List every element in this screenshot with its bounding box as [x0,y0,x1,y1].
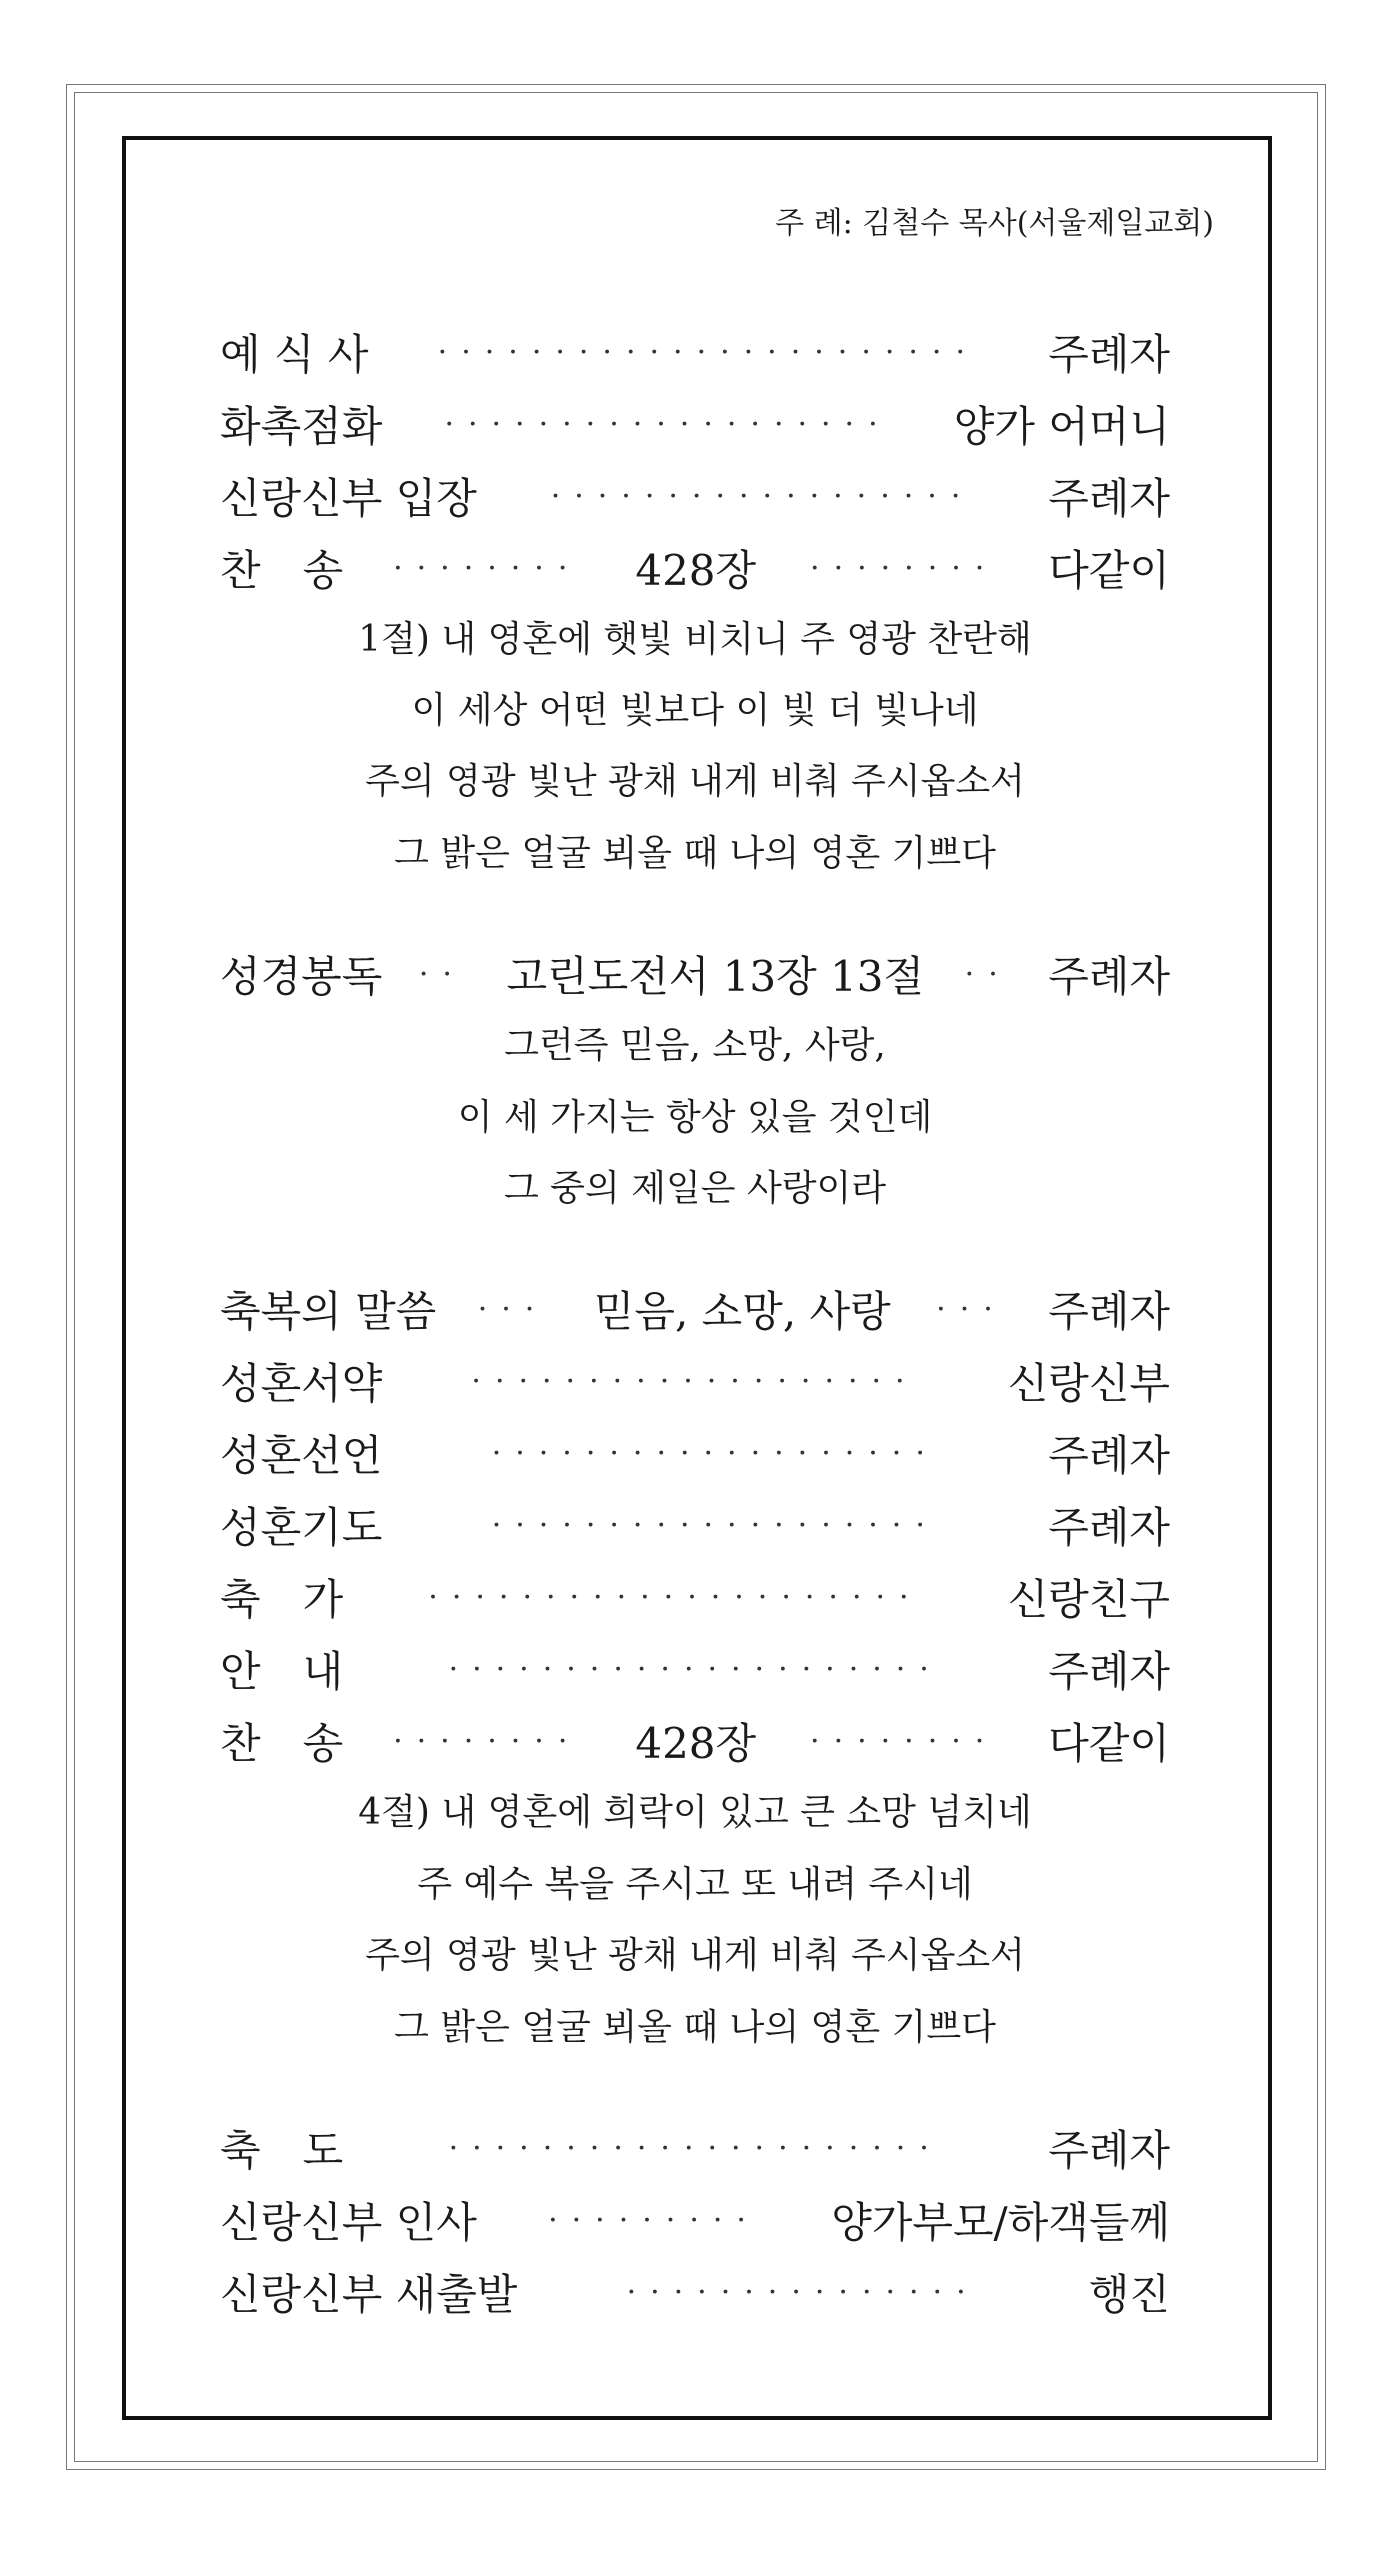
item-label: 성혼서약 [220,1359,383,1408]
sermon-title: 믿음, 소망, 사랑 [593,1287,891,1336]
program-item-recessional [220,2262,1170,2322]
leader-dots: ·················· [550,478,975,514]
leader-dots: ········ [393,550,582,586]
program-item-reading [220,944,1170,1004]
item-role: 주례자 [1048,952,1171,1001]
item-role: 양가부모/하객들께 [831,2198,1170,2247]
item-label: 성경봉독 [220,952,383,1001]
item-role: 주례자 [1048,1287,1170,1336]
item-role: 다같이 [1048,1719,1170,1768]
program-item-hymn [220,538,1170,598]
item-label: 성혼선언 [220,1431,383,1480]
hymn-verse-line: 이 세상 어떤 빛보다 이 빛 더 빛나네 [411,690,979,731]
item-label: 예 식 사 [220,330,369,379]
leader-dots: ··················· [491,1435,939,1471]
leader-dots: ········· [548,2202,760,2238]
leader-dots: ·· [418,956,466,992]
program-item-song [220,1567,1170,1627]
item-role: 주례자 [1048,1647,1170,1696]
program-item-declaration [220,1423,1170,1483]
item-role: 주례자 [1048,330,1170,379]
leader-dots: ··················· [471,1363,919,1399]
program-item-entrance [220,466,1170,526]
item-role: 양가 어머니 [953,402,1170,451]
hymn-verse-line: 그 밝은 얼굴 뵈올 때 나의 영혼 기쁘다 [394,833,996,874]
leader-dots: ········ [810,550,999,586]
leader-dots: ····················· [428,1579,923,1615]
hymn-verse-line: 주의 영광 빛난 광채 내게 비춰 주시옵소서 [365,761,1025,802]
hymn-verse-line: 1절) 내 영혼에 햇빛 비치니 주 영광 찬란해 [358,619,1032,660]
leader-dots: ··· [477,1291,549,1327]
item-label: 안 내 [220,1647,344,1696]
program-item-vows [220,1351,1170,1411]
item-role: 주례자 [1048,1431,1170,1480]
item-label: 찬 송 [220,546,344,595]
scripture-reference: 고린도전서 13장 13절 [506,952,925,1001]
program-item-candle [220,394,1170,454]
leader-dots: ······················· [437,334,980,370]
leader-dots: ········ [393,1723,582,1759]
item-role: 신랑친구 [1007,1575,1170,1624]
item-label: 신랑신부 입장 [220,474,477,523]
item-label: 찬 송 [220,1719,344,1768]
item-label: 성혼기도 [220,1503,383,1552]
program-item-greeting [220,2190,1170,2250]
item-role: 행진 [1088,2270,1170,2319]
leader-dots: ··· [936,1291,1007,1327]
leader-dots: ·· [964,956,1012,992]
program-item-benediction [220,2118,1170,2178]
item-role: 주례자 [1048,1503,1170,1552]
hymn-number: 428장 [635,1719,757,1768]
leader-dots: ··············· [626,2274,980,2310]
item-label: 축 도 [220,2126,344,2175]
hymn-verse-line: 4절) 내 영혼에 희락이 있고 큰 소망 넘치네 [358,1792,1032,1833]
scripture-line: 그런즉 믿음, 소망, 사랑, [504,1025,886,1066]
item-label: 화촉점화 [220,402,383,451]
hymn-verse-line: 그 밝은 얼굴 뵈올 때 나의 영혼 기쁘다 [394,2007,996,2048]
program-item-hymn [220,1711,1170,1771]
leader-dots: ··················· [444,406,892,442]
hymn-verse-line: 주의 영광 빛난 광채 내게 비춰 주시옵소서 [365,1935,1025,1976]
program-item-opening [220,322,1170,382]
program-item-blessing [220,1279,1170,1339]
item-role: 다같이 [1048,546,1170,595]
item-role: 주례자 [1048,474,1170,523]
item-label: 축 가 [220,1575,344,1624]
officiant-line: 주 례: 김철수 목사(서울제일교회) [775,206,1214,241]
item-label: 축복의 말씀 [220,1287,437,1336]
program-item-prayer [220,1495,1170,1555]
leader-dots: ········ [810,1723,999,1759]
leader-dots: ····················· [448,2130,943,2166]
hymn-verse-line: 주 예수 복을 주시고 또 내려 주시네 [417,1864,973,1905]
item-role: 주례자 [1048,2126,1170,2175]
program-item-announcement [220,1639,1170,1699]
hymn-number: 428장 [635,546,757,595]
item-label: 신랑신부 인사 [220,2198,477,2247]
scripture-line: 그 중의 제일은 사랑이라 [503,1168,887,1209]
item-role: 신랑신부 [1007,1359,1170,1408]
item-label: 신랑신부 새출발 [220,2270,518,2319]
leader-dots: ····················· [448,1651,943,1687]
leader-dots: ··················· [491,1507,939,1543]
scripture-line: 이 세 가지는 항상 있을 것인데 [457,1097,933,1138]
